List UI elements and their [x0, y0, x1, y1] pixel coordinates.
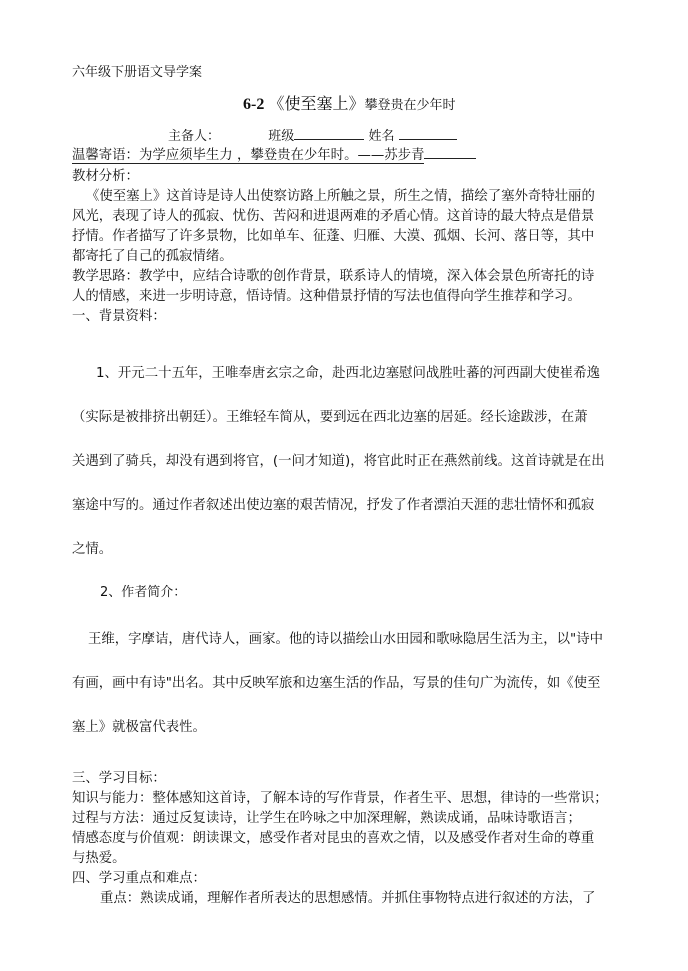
- analysis-line: 风光，表现了诗人的孤寂、忧伤、苦闷和进退两难的矛盾心情。这首诗的最大特点是借景: [72, 209, 595, 224]
- background-item1-line: 塞途中写的。通过作者叙述出使边塞的艰苦情况，抒发了作者漂泊天涯的悲壮情怀和孤寂: [72, 498, 595, 513]
- keypoints-line: 重点：熟读成诵，理解作者所表达的思想感情。并抓住事物特点进行叙述的方法，了: [100, 891, 596, 906]
- meta-row: [168, 127, 457, 146]
- background-item1-line: （实际是被排挤出朝廷）。王维轻车简从，要到远在西北边塞的居延。经长途跋涉，在萧: [72, 410, 588, 425]
- background-item1-line: 关遇到了骑兵，却没有遇到将官，(一问才知道)，将官此时正在燕然前线。这首诗就是在出: [72, 454, 605, 469]
- lesson-subtitle: 攀登贵在少年时: [364, 98, 456, 113]
- teaching-line: 教学思路：教学中，应结合诗歌的创作背景，联系诗人的情境，深入体会景色所寄托的诗: [72, 269, 595, 284]
- motto-line: [72, 146, 632, 165]
- name-label: 姓名: [368, 129, 395, 144]
- lesson-title: [243, 95, 456, 115]
- goals-line: 与热爱。: [72, 851, 126, 866]
- goals-line: 过程与方法：通过反复读诗，让学生在吟咏之中加深理解，熟读成诵，品味诗歌语言；: [72, 811, 581, 826]
- author-line: 塞上》就极富代表性。: [72, 720, 206, 735]
- author-line: 王维，字摩诘，唐代诗人，画家。他的诗以描绘山水田园和歌咏隐居生活为主，以"诗中: [88, 632, 603, 647]
- keypoints-heading: 四、学习重点和难点：: [72, 871, 206, 886]
- document-header: 六年级下册语文导学案: [72, 65, 203, 80]
- background-heading: 一、背景资料：: [72, 309, 166, 324]
- teaching-line: 人的情感，来进一步明诗意，悟诗情。这种借景抒情的写法也值得向学生推荐和学习。: [72, 289, 581, 304]
- motto-text: 温馨寄语：为学应须毕生力 ，攀登贵在少年时。——苏步青: [72, 148, 425, 163]
- class-label: 班级: [268, 129, 295, 144]
- class-blank: [294, 127, 364, 140]
- lesson-number: 6-2: [243, 96, 265, 113]
- motto-blank: [424, 146, 476, 159]
- analysis-line: 都寄托了自己的孤寂情绪。: [72, 249, 233, 264]
- goals-heading: 三、学习目标：: [72, 771, 166, 786]
- background-item1-line: 1、开元二十五年，王唯奉唐玄宗之命，赴西北边塞慰问战胜吐蕃的河西副大使崔希逸: [96, 366, 600, 381]
- name-blank: [399, 127, 457, 140]
- goals-line: 知识与能力：整体感知这首诗，了解本诗的写作背景，作者生平、思想，律诗的一些常识；: [72, 791, 608, 806]
- goals-line: 情感态度与价值观：朗读课文，感受作者对昆虫的喜欢之情，以及感受作者对生命的尊重: [72, 831, 595, 846]
- author-line: 有画，画中有诗"出名。其中反映军旅和边塞生活的作品，写景的佳句广为流传，如《使至: [72, 676, 601, 691]
- preparer-label: 主备人：: [168, 129, 221, 144]
- analysis-line: 抒情。作者描写了许多景物，比如单车、征蓬、归雁、大漠、孤烟、长河、落日等，其中: [72, 229, 595, 244]
- poem-title: 《使至塞上》: [268, 94, 365, 113]
- background-item1-line: 之情。: [72, 542, 113, 557]
- analysis-line: 《使至塞上》这首诗是诗人出使察访路上所触之景，所生之情，描绘了塞外奇特壮丽的: [86, 189, 595, 204]
- author-heading: 2、作者简介：: [100, 585, 187, 600]
- analysis-heading: 教材分析：: [72, 169, 139, 184]
